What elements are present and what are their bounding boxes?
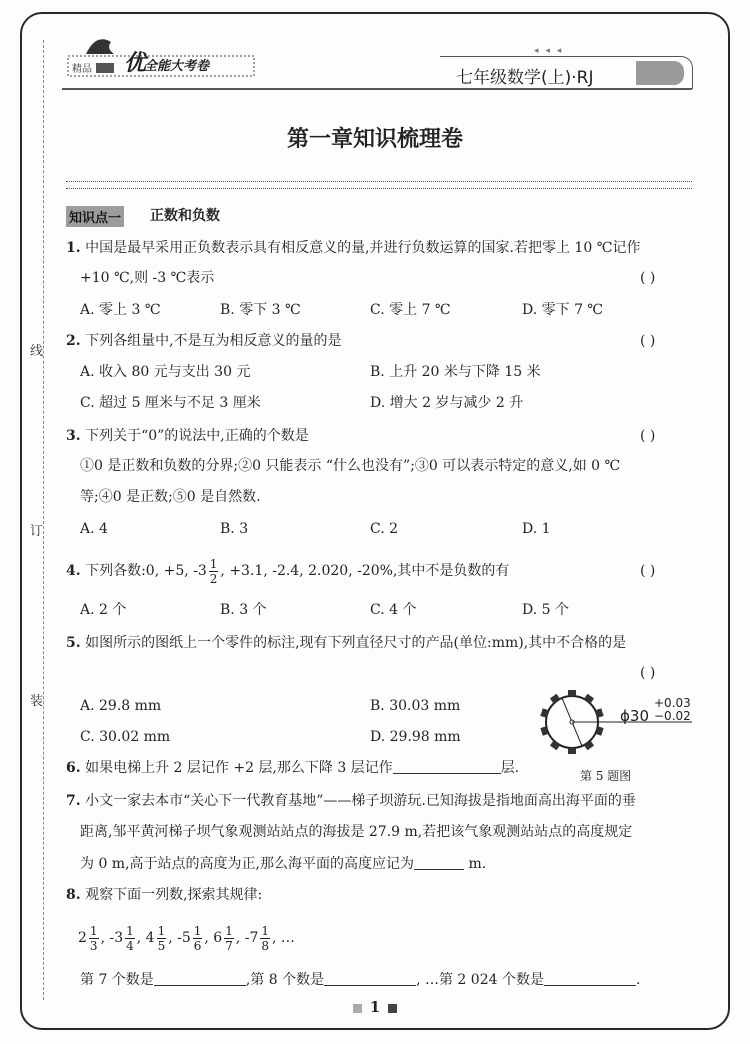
section-tag: 知识点一 [66,206,124,227]
fraction [224,924,234,953]
answer-paren[interactable]: ( ) [640,333,656,349]
tolerance-upper: +0.03 [654,696,691,710]
question-3-cont: 等;④0 是正数;⑤0 是自然数. [80,489,261,505]
denominator: 4 [126,938,134,953]
question-8: 8. 观察下面一列数,探索其规律: [66,887,263,903]
question-3: 3. 下列关于“0”的说法中,正确的个数是 [66,428,309,444]
option: C. 4 个 [370,602,417,618]
option: A. 收入 80 元与支出 30 元 [80,364,251,380]
question-1: 1. 中国是最早采用正负数表示具有相反意义的量,并进行负数运算的国家.若把零上 10 ℃记作 [66,240,641,256]
question-1-cont: +10 ℃,则 -3 ℃表示 [80,270,215,286]
question-3-cont: ①0 是正数和负数的分界;②0 只能表示 “什么也没有”;③0 可以表示特定的意义,如 0 ℃ [80,458,621,474]
option: B. 零下 3 ℃ [220,302,301,318]
option: C. 2 [370,521,399,537]
question-7-cont: 距离,邹平黄河梯子坝气象观测站站点的海拔是 27.9 m,若把该气象观测站站点的高度规定 [80,824,633,840]
fraction [157,924,167,953]
fraction [125,924,135,953]
sequence-whole: , 6 [204,930,223,946]
numerator: 1 [193,923,202,938]
sequence-whole: , -5 [168,930,191,946]
answer-blank[interactable] [414,855,464,870]
option: C. 超过 5 厘米与不足 3 厘米 [80,395,261,411]
tolerance-lower: −0.02 [654,709,691,723]
sequence-whole: , -7 [235,930,259,946]
svg-text:精品: 精品 [72,64,92,75]
question-6: 6. 如果电梯上升 2 层记作 +2 层,那么下降 3 层记作 层. [66,760,520,776]
answer-paren[interactable]: ( ) [640,428,656,444]
option: D. 增大 2 岁与减少 2 升 [370,395,524,411]
answer-blank[interactable] [324,971,416,986]
diameter-label: ϕ30 [620,707,649,725]
number-sequence [78,922,295,954]
option: D. 1 [522,521,551,537]
answer-paren[interactable]: ( ) [640,665,656,681]
page-number: 1 [0,998,750,1016]
question-7-cont: 为 0 m,高于站点的高度为正,那么海平面的高度应记为 m. [80,856,487,872]
sequence-whole: 2 [78,930,87,946]
question-4: 4. 下列各数:0, +5, -3 $\frac{1}{2}$ , +3.1, -2.4, 2.020, -20%,其中不是负数的有 [66,556,510,586]
arrow-decoration: ◂ ◂ ◂ [534,46,564,56]
question-2: 2. 下列各组量中,不是互为相反意义的量的是 [66,333,342,349]
square-icon [388,1004,397,1013]
question-5: 5. 如图所示的图纸上一个零件的标注,现有下列直径尺寸的产品(单位:mm),其中不合格的是 [66,635,627,651]
binding-line [43,40,44,1000]
numerator: 1 [225,923,233,938]
logo-icon [66,28,261,78]
separator [66,181,692,189]
fraction [193,924,203,953]
header-tab [636,61,684,85]
binding-mark: 订 [30,524,44,539]
option: B. 上升 20 米与下降 15 米 [370,364,541,380]
option: A. 29.8 mm [80,698,162,714]
section-name: 正数和负数 [150,208,220,224]
sequence-tail: , … [272,930,295,946]
header-rule [62,88,692,90]
denominator: 7 [225,938,233,953]
fraction: $\frac{1}{2}$ [209,556,218,586]
option: D. 零下 7 ℃ [522,302,604,318]
option: D. 29.98 mm [370,729,461,745]
svg-text:优全能大考卷: 优全能大考卷 [124,51,210,76]
answer-blank[interactable] [154,971,246,986]
figure-caption: 第 5 题图 [580,769,632,783]
answer-paren[interactable]: ( ) [640,270,656,286]
sequence-whole: , -3 [100,930,124,946]
option: C. 零上 7 ℃ [370,302,451,318]
denominator: 6 [193,938,202,953]
denominator: 5 [157,938,166,953]
square-icon [353,1004,362,1013]
logo [66,28,261,78]
fraction [260,924,270,953]
sequence-whole: , 4 [136,930,155,946]
option: B. 30.03 mm [370,698,461,714]
question-7: 7. 小文一家去本市“关心下一代教育基地”——梯子坝游玩.已知海拔是指地面高出海平面的垂 [66,793,636,809]
numerator: 1 [157,923,166,938]
numerator: 1 [89,923,98,938]
fraction [89,924,99,953]
question-8-blanks: 第 7 个数是 ,第 8 个数是 , …第 2 024 个数是 . [80,972,641,988]
denominator: 8 [261,938,270,953]
answer-paren[interactable]: ( ) [640,563,656,579]
option: C. 30.02 mm [80,729,171,745]
numerator: 1 [261,923,270,938]
option: B. 3 个 [220,602,267,618]
option: A. 2 个 [80,602,127,618]
book-title: 七年级数学(上)·RJ [456,68,594,88]
option: D. 5 个 [522,602,569,618]
answer-blank[interactable] [544,971,636,986]
binding-mark: 装 [30,694,44,709]
answer-blank[interactable] [393,759,501,774]
option: A. 4 [80,521,108,537]
option: A. 零上 3 ℃ [80,302,161,318]
binding-mark: 线 [30,344,44,359]
option: B. 3 [220,521,249,537]
numerator: 1 [126,923,134,938]
denominator: 3 [89,938,98,953]
page-title: 第一章知识梳理卷 [286,126,463,152]
